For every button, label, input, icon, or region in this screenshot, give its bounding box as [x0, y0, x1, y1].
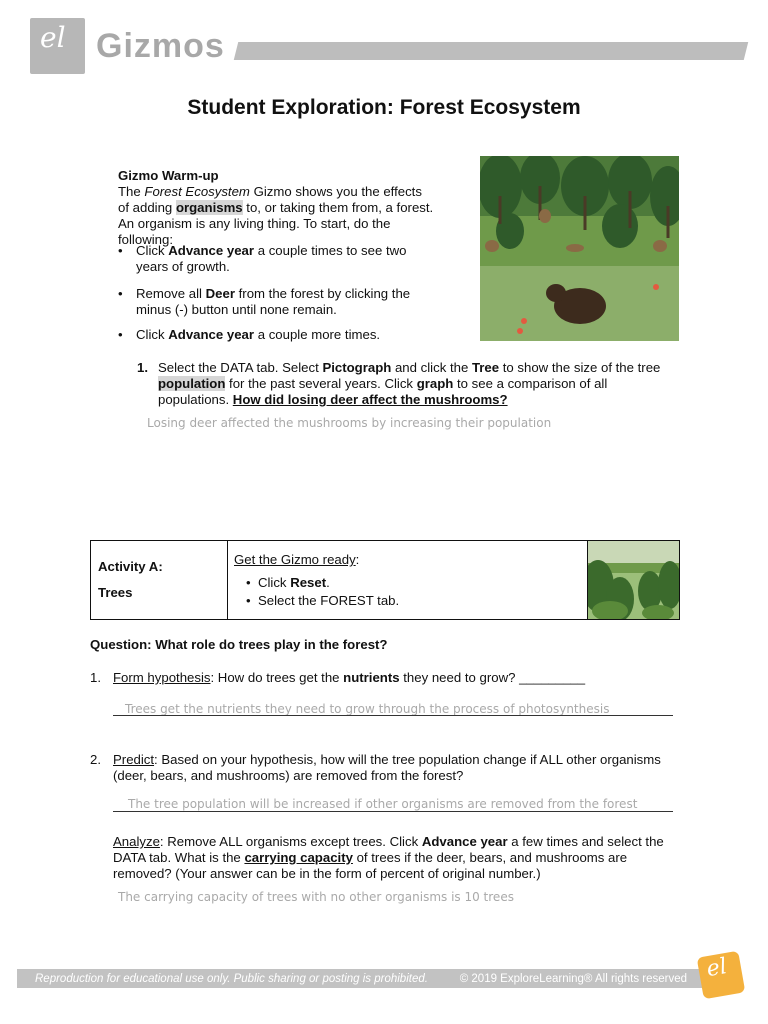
item3-answer: The carrying capacity of trees with no other organisms is 10 trees [118, 890, 514, 904]
q1-answer: Losing deer affected the mushrooms by increasing their population [147, 416, 552, 430]
warmup-intro: The Forest Ecosystem Gizmo shows you the effects of adding organisms to, or taking them from, a forest. An organism is any living thing. To start, do the following: [118, 184, 434, 247]
activity-table [90, 540, 680, 620]
activity-instructions-cell [228, 541, 588, 619]
activity-label: Activity A: [98, 559, 163, 574]
q1-text: Select the DATA tab. Select Pictograph and click the Tree to show the size of the tree population for the past several years. Click graph to see a comparison of all populations. How did losing deer affect the mushrooms? [158, 360, 661, 407]
activity-step: • Select the FOREST tab. [246, 593, 400, 608]
page-title: Student Exploration: Forest Ecosystem [187, 96, 581, 119]
item1-answer: Trees get the nutrients they need to grow through the process of photosynthesis [125, 702, 610, 716]
explorelearning-logo: el [30, 18, 85, 74]
warmup-heading: Gizmo Warm-up [118, 168, 219, 183]
activity-label-cell [91, 541, 228, 619]
warmup-section [118, 168, 438, 248]
question-heading: Question: What role do trees play in the forest? [90, 637, 388, 652]
footer-notice: Reproduction for educational use only. Public sharing or posting is prohibited. [35, 973, 428, 985]
answer-line [113, 811, 673, 812]
gizmo-ready-heading: Get the Gizmo ready: [234, 552, 360, 567]
q1-number: 1. [137, 360, 148, 375]
footer-copyright: © 2019 ExploreLearning® All rights reserved [459, 973, 687, 985]
item2-answer: The tree population will be increased if other organisms are removed from the forest [128, 797, 638, 811]
explorelearning-footer-logo: el [697, 951, 746, 1000]
answer-line [113, 715, 673, 716]
activity-step: • Click Reset. [246, 575, 330, 590]
gizmos-brand: Gizmos [96, 27, 225, 65]
item2-text: Predict: Based on your hypothesis, how will the tree population change if ALL other organisms (deer, bears, and mushrooms) are removed from the forest? [113, 752, 661, 783]
item3-text: Analyze: Remove ALL organisms except trees. Click Advance year a few times and select the DATA tab. What is the carrying capacity of trees if the deer, bears, and mushrooms are removed? (Your answer can be in the form of percent of original number.) [113, 834, 664, 881]
header-bar [234, 42, 748, 60]
forest-ecosystem-image [480, 156, 679, 341]
item1-number: 1. [90, 670, 101, 685]
item2-number: 2. [90, 752, 101, 767]
activity-name: Trees [98, 585, 133, 600]
footer-bar [17, 969, 717, 988]
item1-text: Form hypothesis: How do trees get the nutrients they need to grow? _________ [113, 670, 586, 685]
trees-thumbnail-image [588, 541, 679, 619]
